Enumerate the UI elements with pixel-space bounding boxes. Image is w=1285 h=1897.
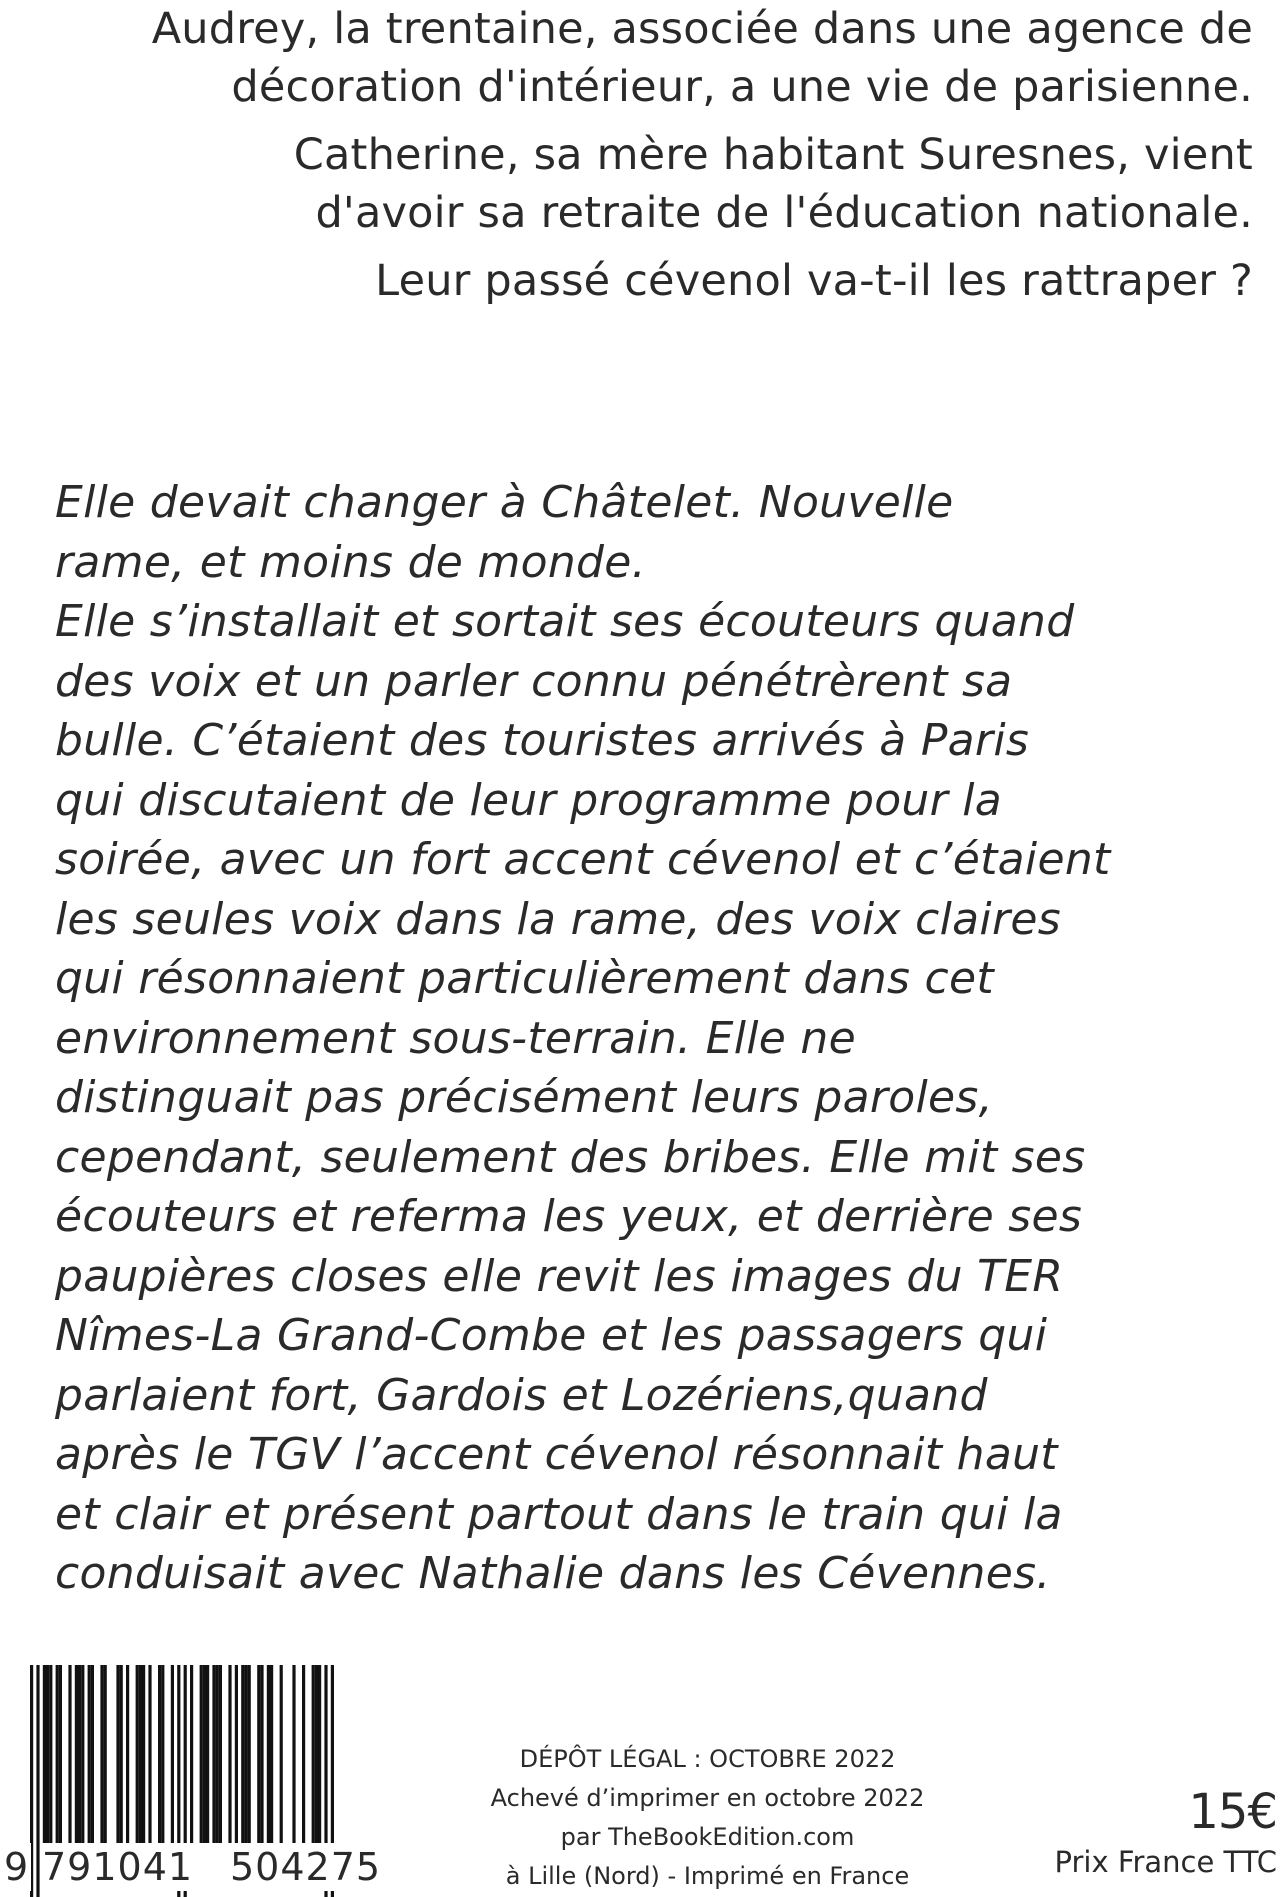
barcode-bar xyxy=(142,1665,145,1843)
barcode-bar xyxy=(267,1665,270,1843)
barcode-bar xyxy=(257,1665,260,1843)
legal-imprint xyxy=(450,1740,965,1896)
excerpt-line: Elle devait changer à Châtelet. Nouvelle xyxy=(55,477,954,528)
barcode-bar xyxy=(148,1665,151,1843)
excerpt-line: environnement sous-terrain. Elle ne xyxy=(55,1012,856,1064)
barcode-left-digits: 791041 xyxy=(42,1845,194,1889)
synopsis-paragraph-1: Audrey, la trentaine, associée dans une agence de décoration d'intérieur, a une vie de parisienne. xyxy=(151,4,1253,112)
barcode-bar xyxy=(302,1665,305,1843)
barcode-bar xyxy=(100,1665,103,1843)
barcode-bar xyxy=(292,1665,295,1843)
excerpt-line: des voix et un parler connu pénétrèrent sa xyxy=(55,655,1013,707)
barcode-bar xyxy=(139,1665,142,1843)
barcode-bar xyxy=(244,1665,247,1843)
synopsis-block xyxy=(150,0,1253,310)
excerpt-line: parlaient fort, Gardois et Lozériens,quand xyxy=(55,1369,988,1421)
barcode-bar xyxy=(46,1665,49,1843)
excerpt-block xyxy=(55,473,1255,1604)
excerpt-line: bulle. C’étaient des touristes arrivés à Paris xyxy=(55,715,1030,766)
price-value: 15€ xyxy=(1188,1784,1277,1840)
printing-date-text: Achevé d’imprimer en octobre 2022 xyxy=(490,1784,925,1812)
barcode-bar xyxy=(81,1665,84,1843)
barcode-bar xyxy=(91,1665,94,1843)
barcode-bar xyxy=(158,1665,161,1843)
barcode-bar xyxy=(116,1665,119,1843)
barcode-bar xyxy=(126,1665,129,1843)
depot-legal-text: DÉPÔT LÉGAL : OCTOBRE 2022 xyxy=(519,1745,896,1773)
barcode-bar xyxy=(203,1665,206,1843)
excerpt-line: distinguait pas précisément leurs paroles, xyxy=(55,1072,993,1123)
excerpt-line: paupières closes elle revit les images du TER xyxy=(55,1250,1064,1302)
barcode-bar xyxy=(206,1665,209,1843)
barcode-bar xyxy=(59,1665,62,1843)
barcode-bar xyxy=(49,1665,52,1843)
excerpt-line: cependant, seulement des bribes. Elle mit ses xyxy=(55,1131,1086,1183)
barcode-bar xyxy=(104,1665,107,1843)
excerpt-line: après le TGV l’accent cévenol résonnait haut xyxy=(55,1429,1058,1480)
barcode-bar xyxy=(190,1665,193,1843)
barcode-bar xyxy=(171,1665,174,1843)
barcode-bar xyxy=(68,1665,71,1843)
printing-place-text: à Lille (Nord) - Imprimé en France xyxy=(505,1862,910,1890)
printer-text: par TheBookEdition.com xyxy=(560,1823,855,1851)
excerpt-line: Elle s’installait et sortait ses écouteurs quand xyxy=(55,596,1075,647)
barcode-bar xyxy=(280,1665,283,1843)
price-label: Prix France TTC xyxy=(1054,1845,1277,1879)
barcode-bar xyxy=(136,1665,139,1843)
barcode-right-digits: 504275 xyxy=(230,1845,382,1889)
barcode-bar xyxy=(120,1665,123,1843)
excerpt-line: Nîmes-La Grand-Combe et les passagers qui xyxy=(55,1310,1048,1361)
excerpt-line: rame, et moins de monde. xyxy=(55,536,646,588)
barcode-bar xyxy=(56,1665,59,1843)
barcode-bar xyxy=(228,1665,231,1843)
excerpt-line: les seules voix dans la rame, des voix claires xyxy=(55,893,1061,945)
barcode-bar xyxy=(75,1665,78,1843)
synopsis-paragraph-3: Leur passé cévenol va-t-il les rattraper ? xyxy=(375,256,1253,306)
barcode-bar xyxy=(241,1665,244,1843)
excerpt-line: conduisait avec Nathalie dans les Cévennes. xyxy=(55,1548,1051,1599)
barcode-bar xyxy=(212,1665,215,1843)
excerpt-line: soirée, avec un fort accent cévenol et c’étaient xyxy=(55,834,1111,885)
excerpt-line: et clair et présent partout dans le train qui la xyxy=(55,1488,1063,1540)
barcode-bar xyxy=(43,1665,46,1843)
barcode-bar xyxy=(270,1665,273,1843)
synopsis-paragraph-2: Catherine, sa mère habitant Suresnes, vient d'avoir sa retraite de l'éducation nationale. xyxy=(293,130,1253,238)
barcode-bar xyxy=(312,1665,315,1843)
excerpt-line: qui résonnaient particulièrement dans cet xyxy=(55,953,994,1004)
barcode-bar xyxy=(161,1665,164,1843)
barcode-bar xyxy=(216,1665,219,1843)
barcode-bar xyxy=(318,1665,321,1843)
barcode-bar xyxy=(235,1665,238,1843)
barcode-bar xyxy=(260,1665,263,1843)
price-block xyxy=(1055,1782,1277,1882)
barcode-first-digit: 9 xyxy=(4,1845,30,1889)
excerpt-line: écouteurs et referma les yeux, et derrière ses xyxy=(55,1191,1083,1242)
barcode-bar xyxy=(88,1665,91,1843)
barcode-bar xyxy=(219,1665,222,1843)
barcode-bar xyxy=(248,1665,251,1843)
barcode-bar xyxy=(78,1665,81,1843)
barcode-bar xyxy=(200,1665,203,1843)
barcode-bar xyxy=(315,1665,318,1843)
excerpt-line: qui discutaient de leur programme pour la xyxy=(55,774,1003,826)
